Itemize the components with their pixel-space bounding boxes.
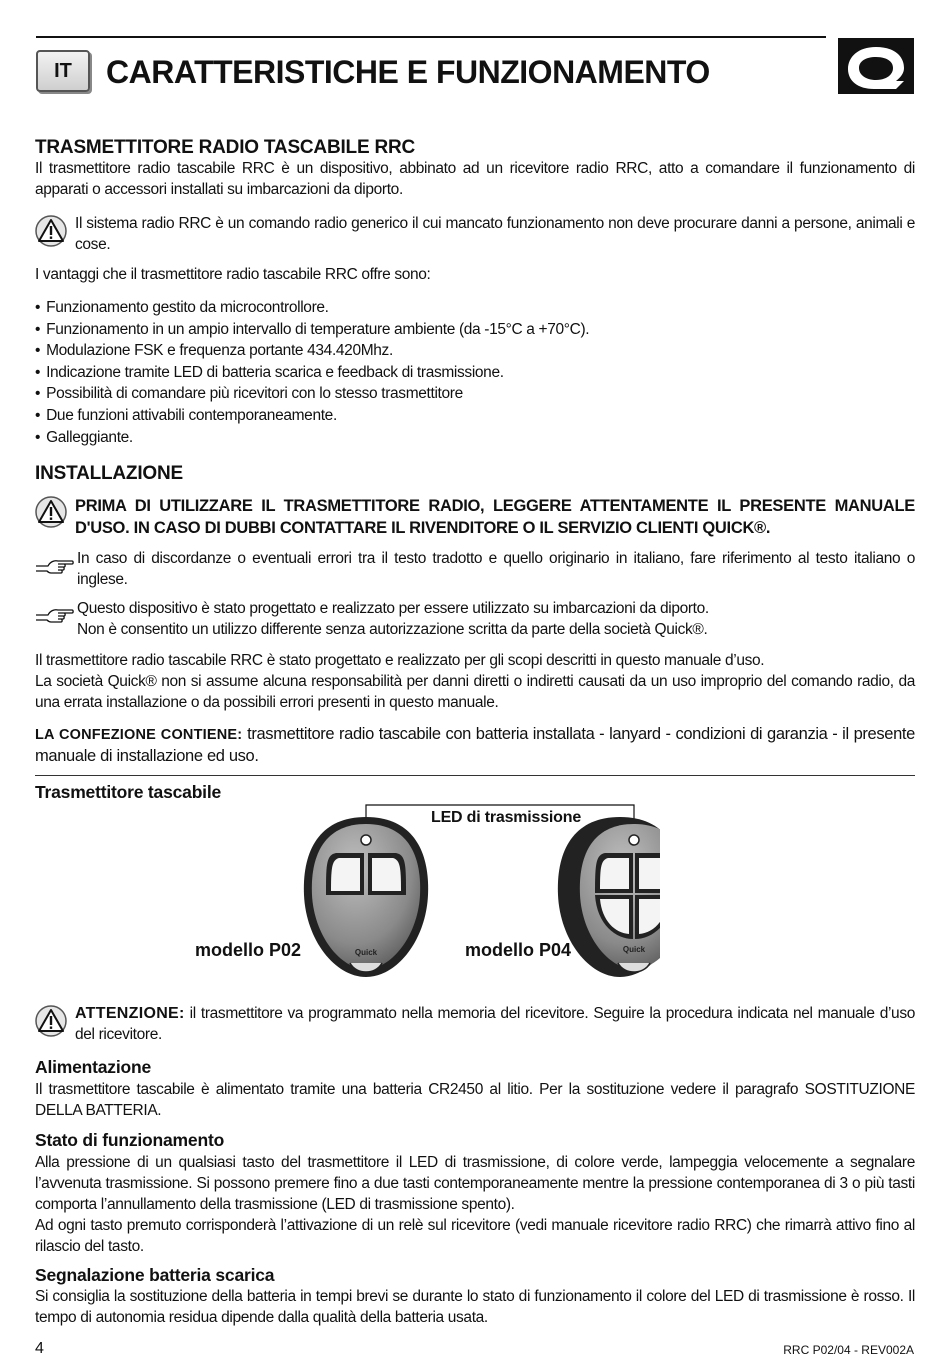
list-item: • Possibilità di comandare più ricevitori con lo stesso trasmettitore bbox=[35, 383, 915, 405]
list-item: • Indicazione tramite LED di batteria scarica e feedback di trasmissione. bbox=[35, 362, 915, 384]
warning-icon bbox=[35, 1005, 67, 1037]
battery-text: Si consiglia la sostituzione della batteria in tempi brevi se durante lo stato di funzionamento il colore del LED di trasmissione è rosso. Il tempo di autonomia residua dipende dalla qualità della batteria usata. bbox=[35, 1288, 915, 1326]
list-item: • Modulazione FSK e frequenza portante 434.420Mhz. bbox=[35, 340, 915, 362]
install-warning: PRIMA DI UTILIZZARE IL TRASMETTITORE RADIO, LEGGERE ATTENTAMENTE IL PRESENTE MANUALE D'USO. IN CASO DI DUBBI CONTATTARE IL RIVENDITORE O IL SERVIZIO CLIENTI QUICK®. bbox=[75, 497, 915, 537]
power-text: Il trasmettitore tascabile è alimentato tramite una batteria CR2450 al litio. Per la sostituzione vedere il paragrafo SOSTITUZIONE DELLA BATTERIA. bbox=[35, 1081, 915, 1119]
list-item: • Funzionamento gestito da microcontrollore. bbox=[35, 297, 915, 319]
pointing-hand-icon bbox=[34, 605, 74, 629]
state-text-2: Ad ogni tasto premuto corrisponderà l’attivazione di un relè sul ricevitore (vedi manuale ricevitore radio RRC) che rimarrà attivo fino al rilascio del tasto. bbox=[35, 1217, 915, 1255]
state-text-1: Alla pressione di un qualsiasi tasto del trasmettitore il LED di trasmissione, di colore verde, lampeggia velocemente a segnalare l’avvenuta trasmissione. Si possono premere fino a due tasti contemporaneamente mentre la pressione contemporanea di 3 o più tasti comporta l’annullamento della trasmissione (LED di trasmissione spento). bbox=[35, 1154, 915, 1213]
rrc-intro: Il trasmettitore radio tascabile RRC è un dispositivo, abbinato ad un ricevitore radio RRC, atto a comandare il funzionamento di apparati o accessori installati su imbarcazioni da diporto. bbox=[35, 160, 915, 198]
warning-icon bbox=[35, 215, 67, 247]
led-label: LED di trasmissione bbox=[431, 809, 582, 826]
remote-p04-image bbox=[558, 817, 660, 977]
rrc-warning: Il sistema radio RRC è un comando radio generico il cui mancato funzionamento non deve procurare danni a persone, animali e cose. bbox=[75, 215, 915, 253]
list-item: • Galleggiante. bbox=[35, 427, 915, 449]
install-note-2-line-1: Questo dispositivo è stato progettato e realizzato per essere utilizzato su imbarcazioni da diporto. bbox=[77, 600, 709, 617]
remote-p02-image bbox=[304, 817, 428, 977]
install-para-2: La società Quick® non si assume alcuna responsabilità per danni diretti o indiretti causati da un uso improprio del comando radio, da una errata installazione o da possibili errori presenti in questo manuale. bbox=[35, 673, 915, 711]
attention-note bbox=[75, 1003, 915, 1045]
remote-figure bbox=[290, 795, 660, 990]
section-divider bbox=[35, 775, 915, 776]
pointing-hand-icon bbox=[34, 556, 74, 580]
header-rule bbox=[36, 36, 826, 38]
quick-logo bbox=[838, 38, 914, 94]
model-p04-label: modello P04 bbox=[465, 940, 572, 960]
list-item: • Funzionamento in un ampio intervallo di temperature ambiente (da -15°C a +70°C). bbox=[35, 319, 915, 341]
advantages-list bbox=[35, 297, 915, 448]
section-heading-state: Stato di funzionamento bbox=[35, 1130, 225, 1150]
model-p02-label: modello P02 bbox=[195, 940, 302, 960]
section-heading-install: INSTALLAZIONE bbox=[35, 463, 183, 484]
language-tab: IT bbox=[36, 50, 90, 92]
advantages-intro: I vantaggi che il trasmettitore radio tascabile RRC offre sono: bbox=[35, 266, 431, 283]
page-title: CARATTERISTICHE E FUNZIONAMENTO bbox=[106, 54, 710, 90]
attention-label: ATTENZIONE: bbox=[75, 1005, 185, 1022]
attention-text: il trasmettitore va programmato nella memoria del ricevitore. Seguire la procedura indicata nel manuale d’uso del ricevitore. bbox=[75, 1005, 915, 1043]
document-code: RRC P02/04 - REV002A bbox=[783, 1343, 914, 1357]
section-heading-power: Alimentazione bbox=[35, 1057, 152, 1077]
package-text: trasmettitore radio tascabile con batteria installata - lanyard - condizioni di garanzia - il presente manuale di installazione ed uso. bbox=[35, 725, 915, 765]
figure-heading: Trasmettitore tascabile bbox=[35, 782, 222, 802]
list-item: • Due funzioni attivabili contemporaneamente. bbox=[35, 405, 915, 427]
install-note-2-line-2: Non è consentito un utilizzo differente senza autorizzazione scritta da parte della società Quick®. bbox=[77, 621, 708, 638]
section-heading-rrc: TRASMETTITORE RADIO TASCABILE RRC bbox=[35, 137, 416, 158]
package-label: LA CONFEZIONE CONTIENE: bbox=[35, 727, 243, 743]
section-heading-battery: Segnalazione batteria scarica bbox=[35, 1265, 275, 1285]
install-note-1: In caso di discordanze o eventuali errori tra il testo tradotto e quello originario in italiano, fare riferimento al testo italiano o inglese. bbox=[77, 550, 915, 588]
page-number: 4 bbox=[35, 1340, 44, 1357]
svg-text:Quick: Quick bbox=[354, 948, 378, 957]
svg-text:Quick: Quick bbox=[622, 945, 646, 954]
warning-icon bbox=[35, 496, 67, 528]
package-contents bbox=[35, 724, 915, 767]
install-para-1: Il trasmettitore radio tascabile RRC è stato progettato e realizzato per gli scopi descritti in questo manuale d’uso. bbox=[35, 652, 765, 669]
